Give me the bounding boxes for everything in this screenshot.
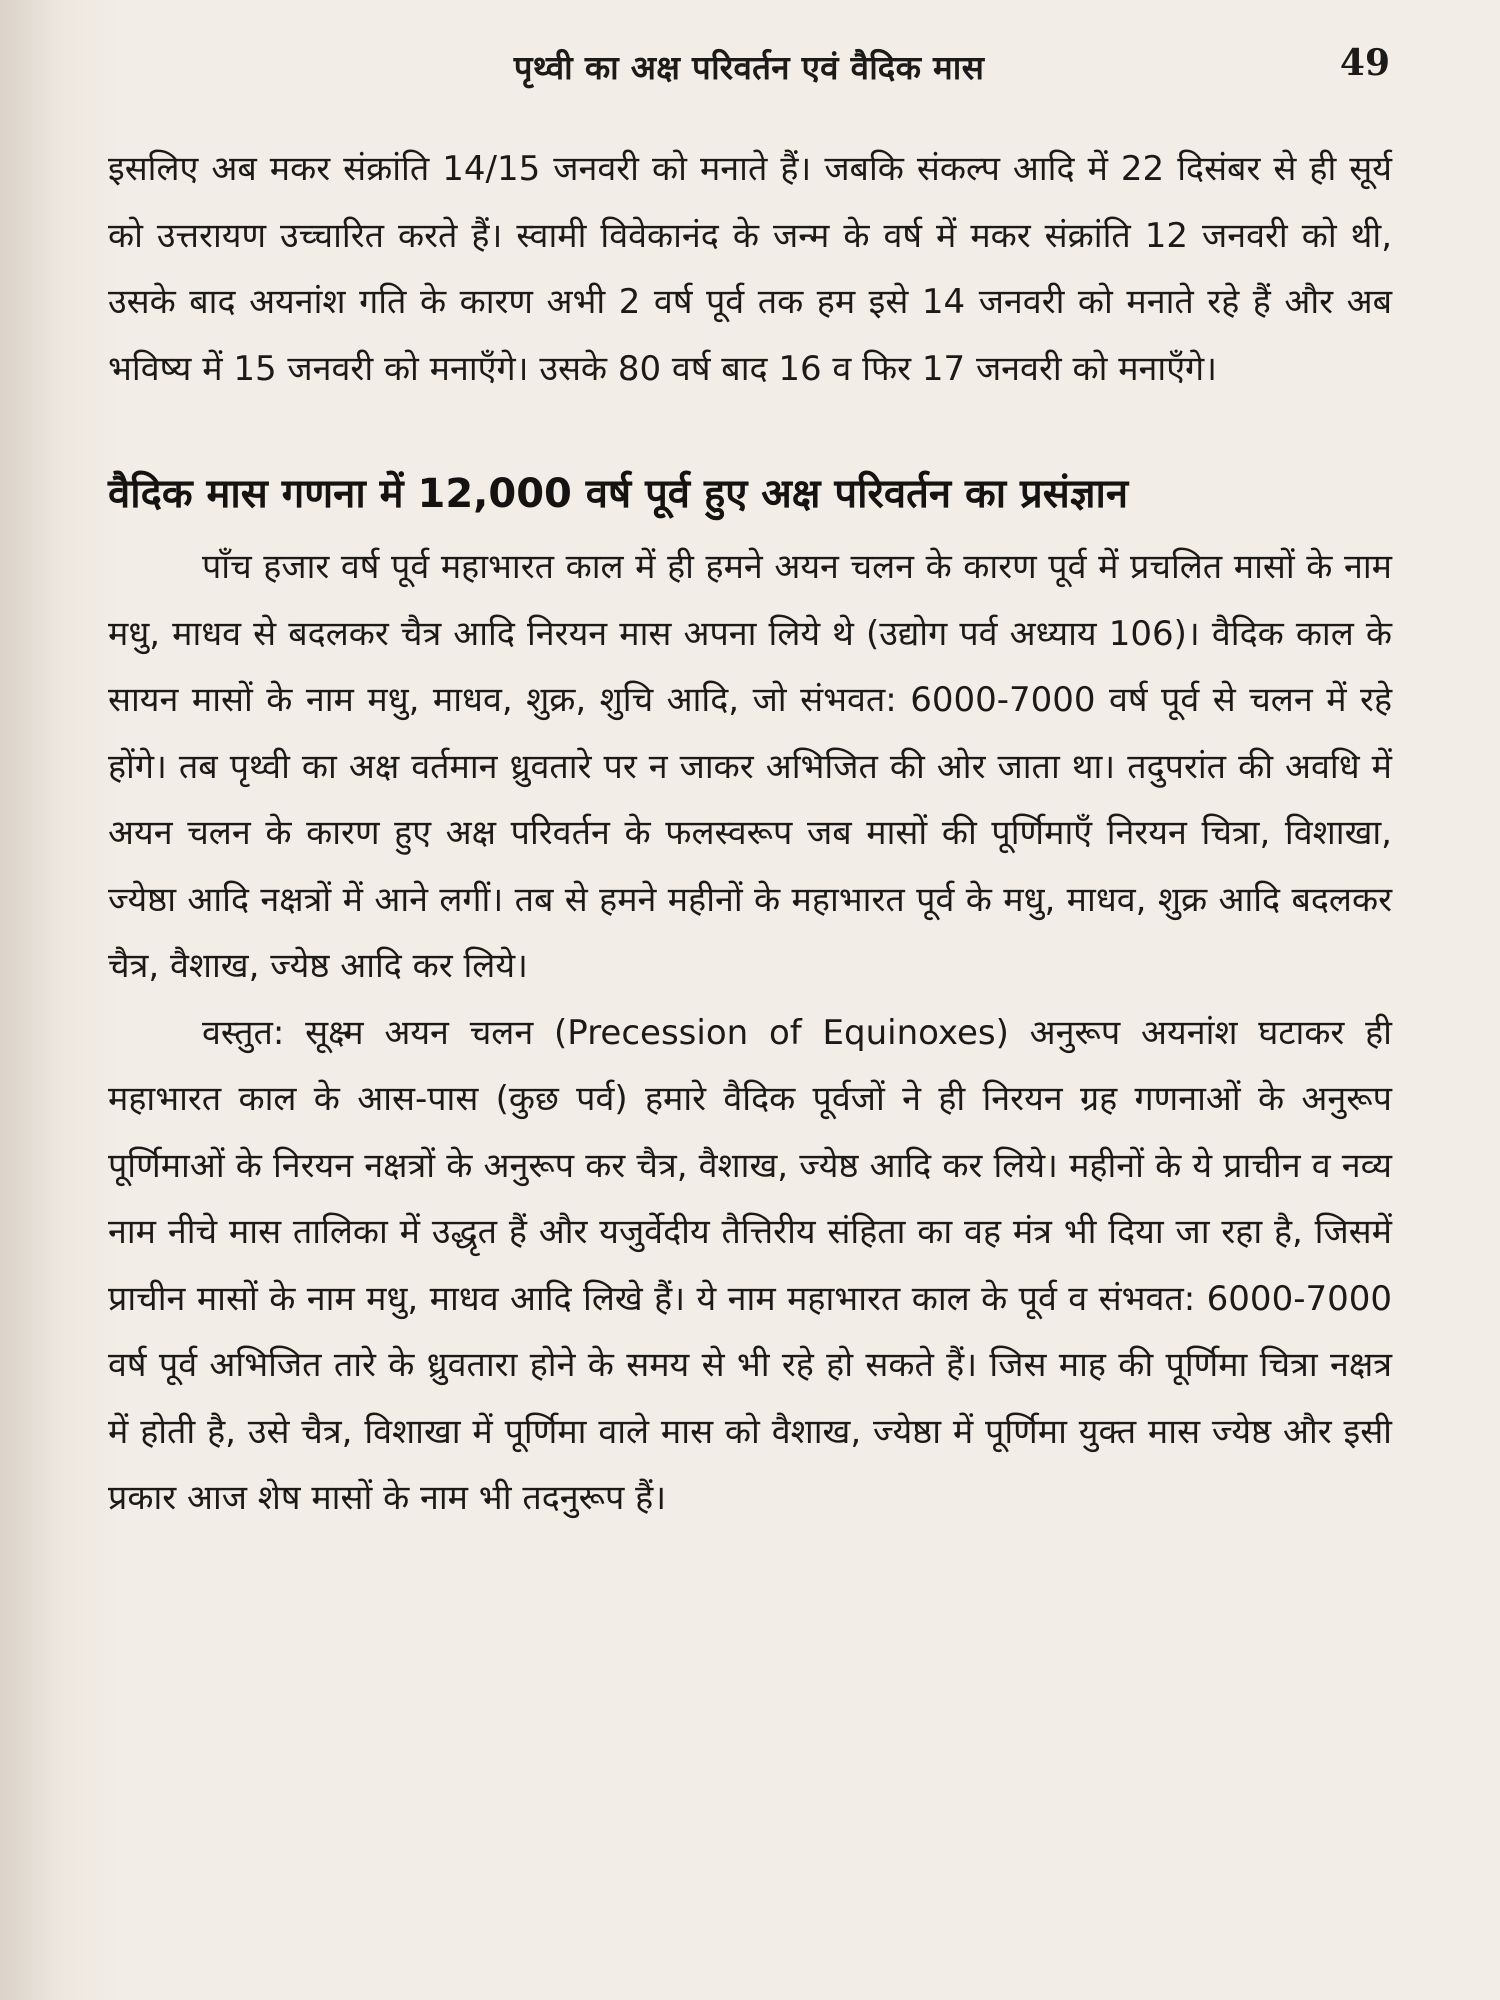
paragraph-3: वस्तुत: सूक्ष्म अयन चलन (Precession of Equinoxes) अनुरूप अयनांश घटाकर ही महाभारत काल के आस-पास (कुछ पर्व) हमारे वैदिक पूर्वजों ने ही निरयन ग्रह गणनाओं के अनुरूप पूर्णिमाओं के निरयन नक्षत्रों के अनुरूप कर चैत्र, वैशाख, ज्येष्ठ आदि कर लिये। महीनों के ये प्राचीन व नव्य नाम नीचे मास तालिका में उद्धृत हैं और यजुर्वेदीय तैत्तिरीय संहिता का वह मंत्र भी दिया जा रहा है, जिसमें प्राचीन मासों के नाम मधु, माधव आदि लिखे हैं। ये नाम महाभारत काल के पूर्व व संभवत: 6000-7000 वर्ष पूर्व अभिजित तारे के ध्रुवतारा होने के समय से भी रहे हो सकते हैं। जिस माह की पूर्णिमा चित्रा नक्षत्र में होती है, उसे चैत्र, विशाखा में पूर्णिमा वाले मास को वैशाख, ज्येष्ठा में पूर्णिमा युक्त मास ज्येष्ठ और इसी प्रकार आज शेष मासों के नाम भी तदनुरूप हैं।: [108, 1012, 1392, 1518]
paragraph-2: पाँच हजार वर्ष पूर्व महाभारत काल में ही हमने अयन चलन के कारण पूर्व में प्रचलित मासों के नाम मधु, माधव से बदलकर चैत्र आदि निरयन मास अपना लिये थे (उद्योग पर्व अध्याय 106)। वैदिक काल के सायन मासों के नाम मधु, माधव, शुक्र, शुचि आदि, जो संभवत: 6000-7000 वर्ष पूर्व से चलन में रहे होंगे। तब पृथ्वी का अक्ष वर्तमान ध्रुवतारे पर न जाकर अभिजित की ओर जाता था। तदुपरांत की अवधि में अयन चलन के कारण हुए अक्ष परिवर्तन के फलस्वरूप जब मासों की पूर्णिमाएँ निरयन चित्रा, विशाखा, ज्येष्ठा आदि नक्षत्रों में आने लगीं। तब से हमने महीनों के महाभारत पूर्व के मधु, माधव, शुक्र आदि बदलकर चैत्र, वैशाख, ज्येष्ठ आदि कर लिये।: [108, 547, 1392, 986]
page-header: [108, 38, 1390, 98]
paragraph-1: इसलिए अब मकर संक्रांति 14/15 जनवरी को मनाते हैं। जबकि संकल्प आदि में 22 दिसंबर से ही सूर्य को उत्तरायण उच्चारित करते हैं। स्वामी विवेकानंद के जन्म के वर्ष में मकर संक्रांति 12 जनवरी को थी, उसके बाद अयनांश गति के कारण अभी 2 वर्ष पूर्व तक हम इसे 14 जनवरी को मनाते रहे हैं और अब भविष्य में 15 जनवरी को मनाएँगे। उसके 80 वर्ष बाद 16 व फिर 17 जनवरी को मनाएँगे।: [108, 149, 1392, 389]
section-heading: वैदिक मास गणना में 12,000 वर्ष पूर्व हुए अक्ष परिवर्तन का प्रसंज्ञान: [108, 471, 1129, 517]
page-body: [108, 136, 1392, 1532]
page-number: 49: [1339, 42, 1390, 84]
running-title: पृथ्वी का अक्ष परिवर्तन एवं वैदिक मास: [513, 48, 985, 87]
